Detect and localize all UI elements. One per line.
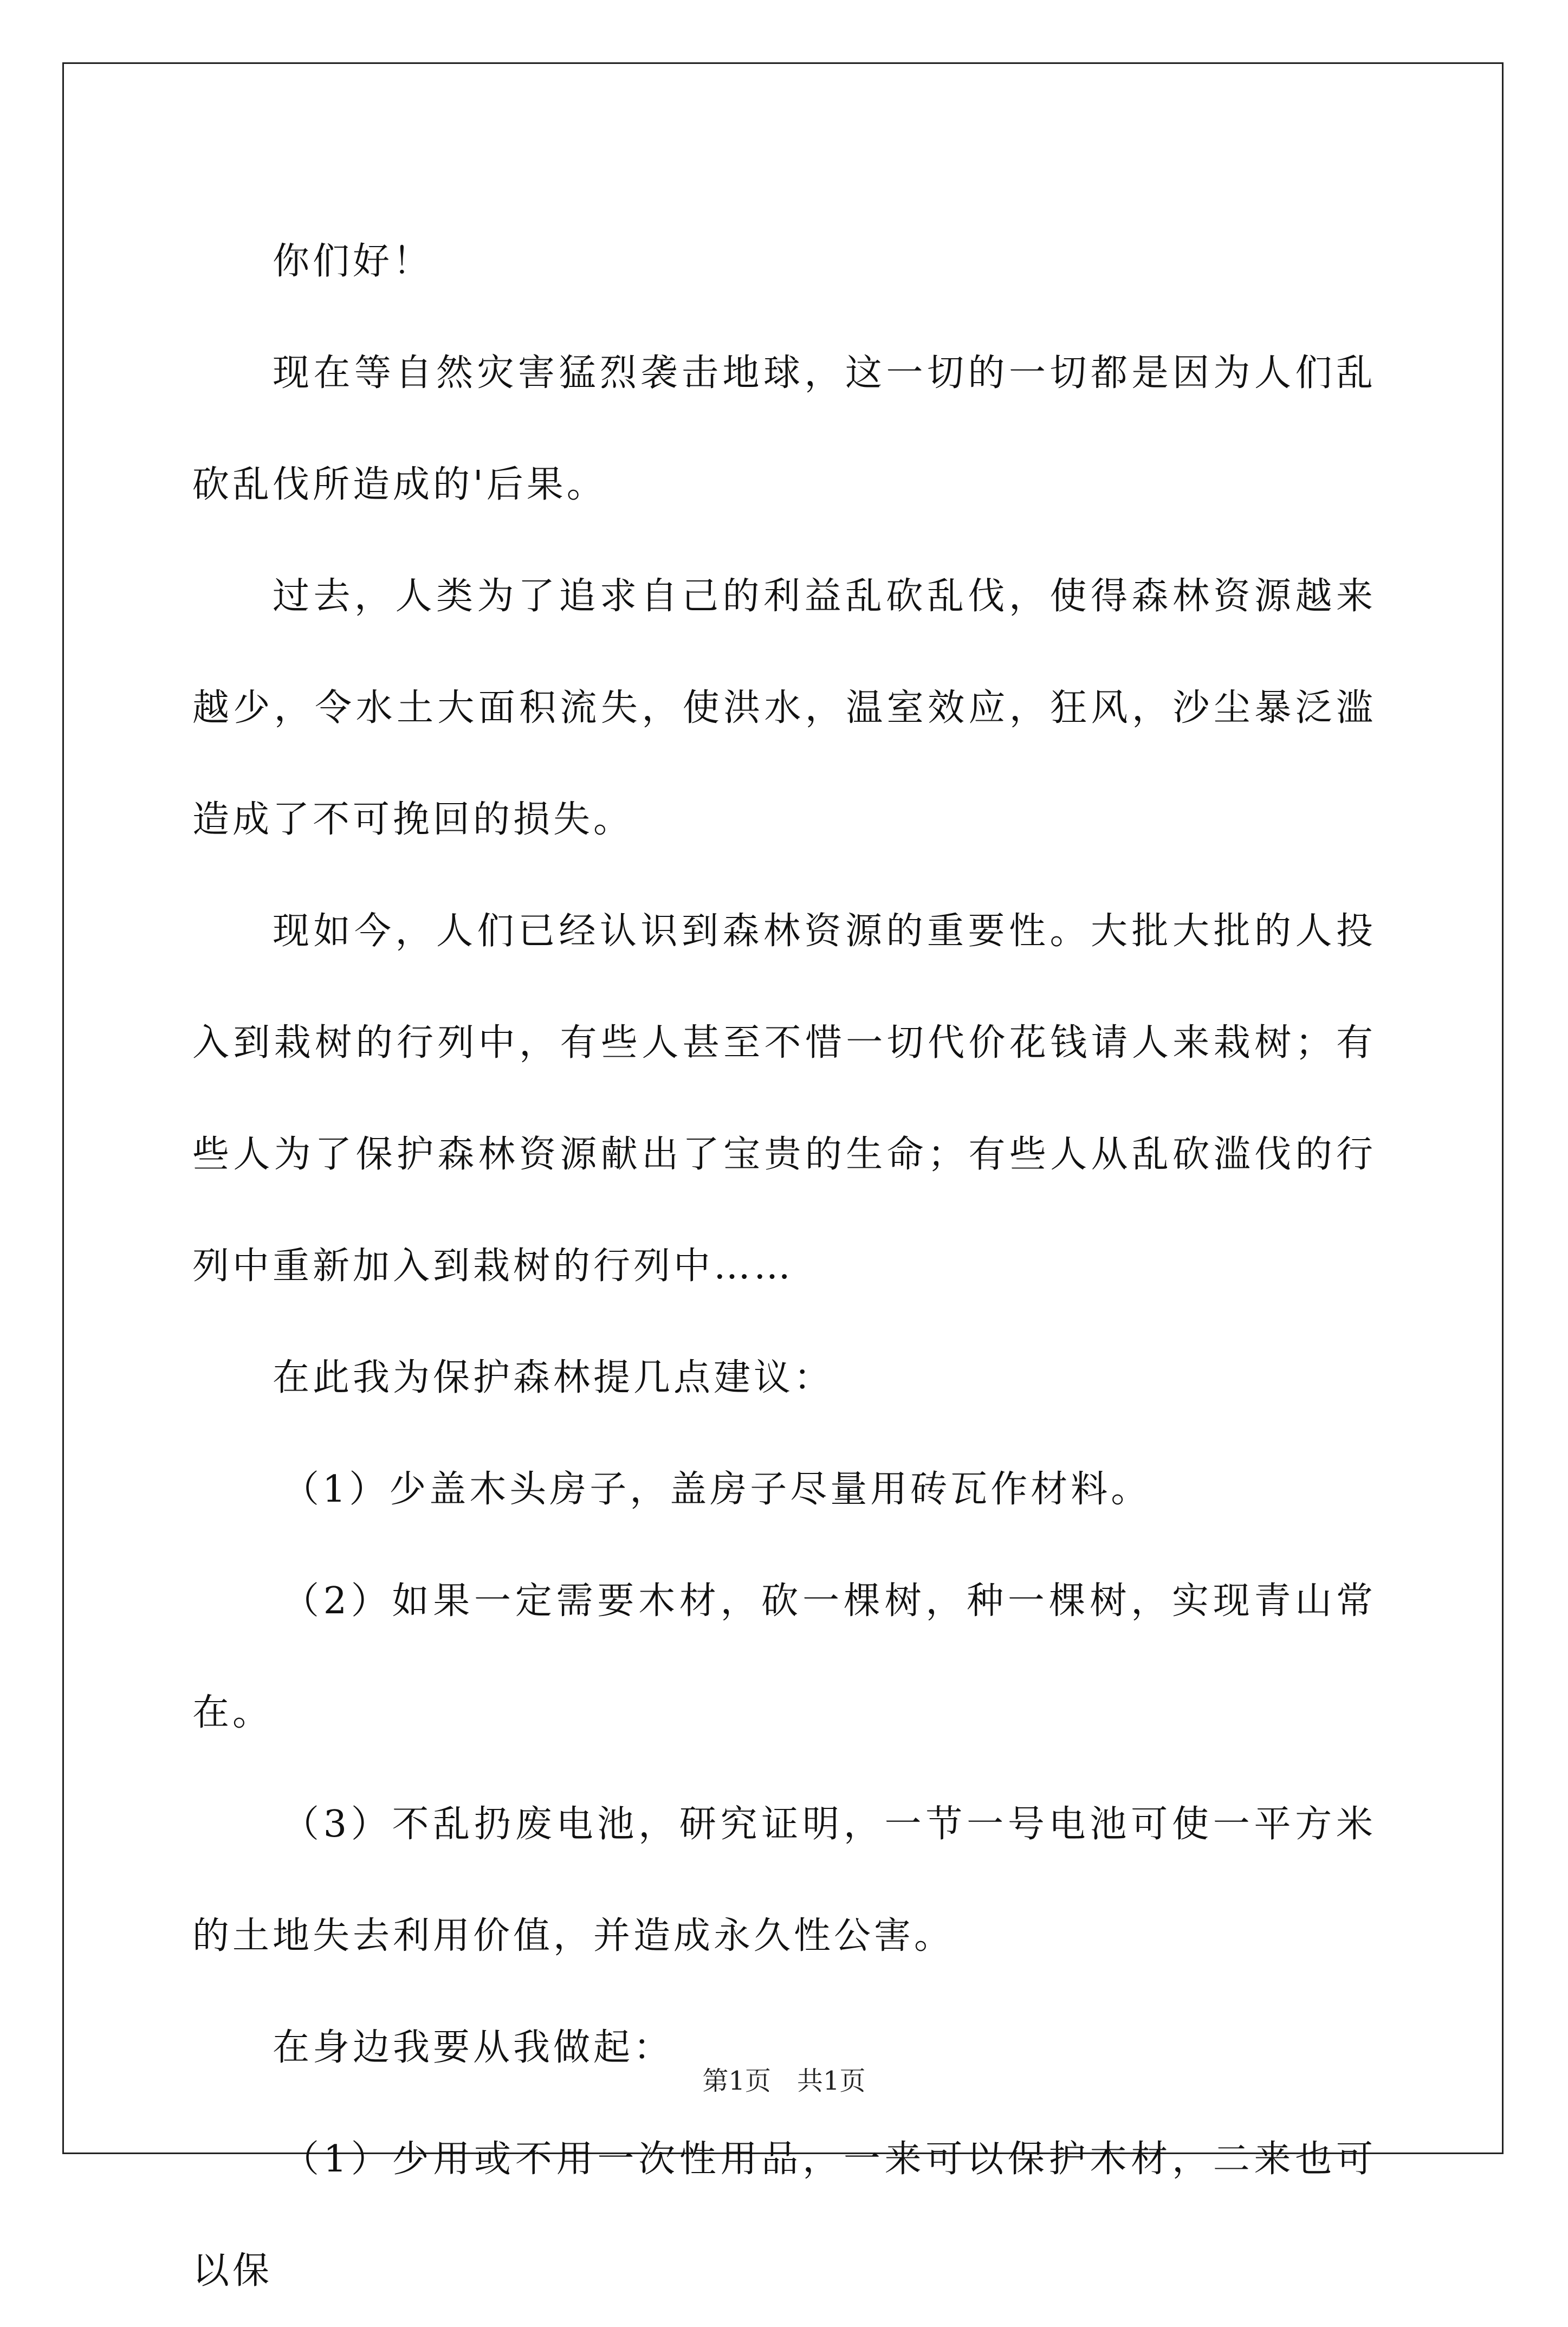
action-item-1: （1）少用或不用一次性用品，一来可以保护木材，二来也可以保 — [192, 2138, 1376, 2292]
paragraph-greeting: 你们好！ — [273, 240, 433, 283]
paragraph-suggestions-intro: 在此我为保护森林提几点建议： — [273, 1356, 834, 1399]
paragraph-disaster: 现在等自然灾害猛烈袭击地球，这一切的一切都是因为人们乱砍乱伐所造成的'后果。 — [192, 352, 1376, 506]
paragraph-actions-intro: 在身边我要从我做起： — [273, 2026, 674, 2069]
paragraph-past: 过去，人类为了追求自己的利益乱砍乱伐，使得森林资源越来越少，令水土大面积流失，使洪水，温室效应，狂风，沙尘暴泛滥造成了不可挽回的损失。 — [192, 575, 1376, 841]
suggestion-item-1: （1）少盖木头房子，盖房子尽量用砖瓦作材料。 — [282, 1468, 1151, 1511]
page-number-footer: 第1页 共1页 — [702, 2066, 866, 2096]
paragraph-present: 现如今，人们已经认识到森林资源的重要性。大批大批的人投入到栽树的行列中，有些人甚至不惜一切代价花钱请人来栽树；有些人为了保护森林资源献出了宝贵的生命；有些人从乱砍滥伐的行列中重新加入到栽树的行列中…… — [192, 910, 1376, 1288]
suggestion-item-3: （3）不乱扔废电池，研究证明，一节一号电池可使一平方米的土地失去利用价值，并造成永久性公害。 — [192, 1803, 1376, 1957]
suggestion-item-2: （2）如果一定需要木材，砍一棵树，种一棵树，实现青山常在。 — [192, 1580, 1376, 1734]
document-body — [192, 206, 1376, 2327]
